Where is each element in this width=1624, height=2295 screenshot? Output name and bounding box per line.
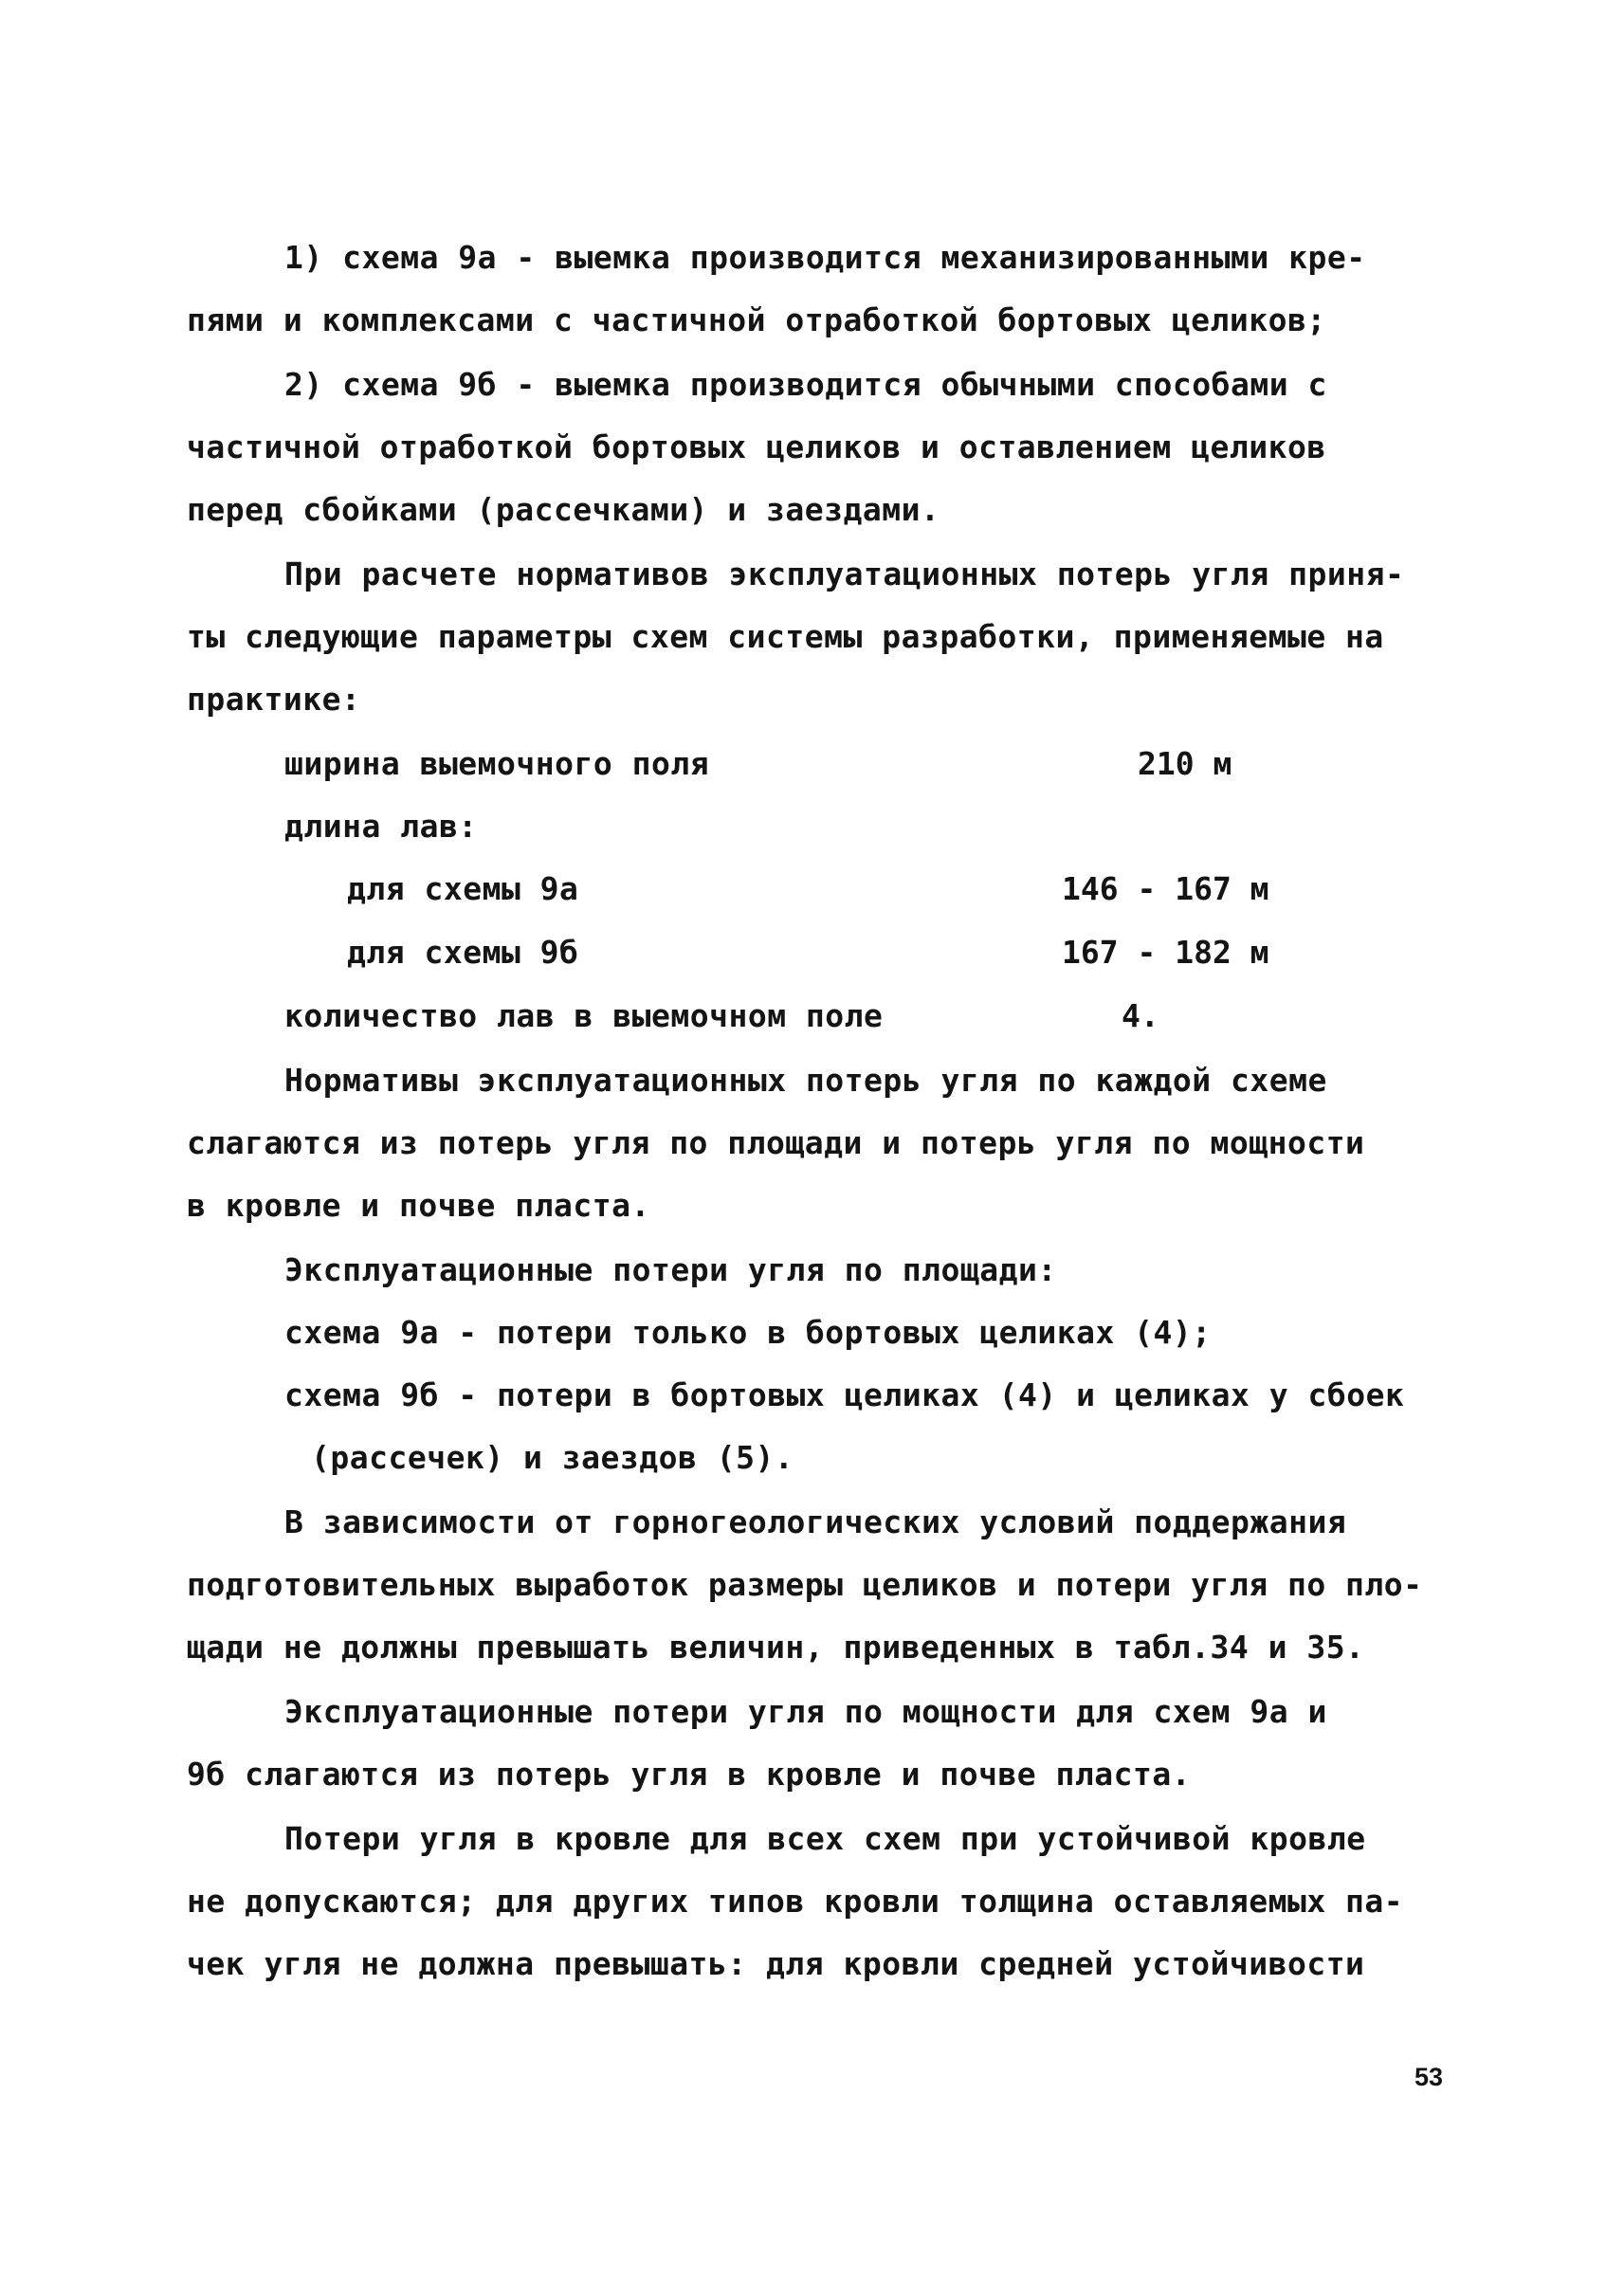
text-line: схема 9б - потери в бортовых целиках (4) и целиках у сбоек (284, 1376, 1405, 1413)
param-label-scheme-b: для схемы 9б (347, 934, 579, 971)
text-line: При расчете нормативов эксплуатационных потерь угля приня- (284, 556, 1405, 592)
text-line: подготовительных выработок размеры целиков и потери угля по пло- (187, 1566, 1423, 1603)
param-value-width: 210 м (1138, 745, 1232, 782)
text-line: пями и комплексами с частичной отработкой бортовых целиков; (187, 301, 1326, 338)
param-value-scheme-b: 167 - 182 м (1062, 934, 1269, 971)
text-line: 9б слагаются из потерь угля в кровле и почве пласта. (187, 1756, 1192, 1793)
text-line: не допускаются; для других типов кровли толщина оставляемых па- (187, 1883, 1404, 1920)
text-line: Нормативы эксплуатационных потерь угля по каждой схеме (284, 1062, 1327, 1099)
text-line: частичной отработкой бортовых целиков и оставлением целиков (187, 428, 1326, 465)
text-line: в кровле и почве пласта. (187, 1187, 650, 1224)
param-label-length: длина лав: (284, 808, 478, 845)
text-line: 1) схема 9а - выемка производится механизированными кре- (284, 239, 1366, 276)
param-label-width: ширина выемочного поля (284, 745, 710, 782)
text-line: Эксплуатационные потери угля по мощности для схем 9а и (284, 1693, 1327, 1730)
text-line: слагаются из потерь угля по площади и потерь угля по мощности (187, 1124, 1365, 1161)
text-line: схема 9а - потери только в бортовых целиках (4); (284, 1314, 1212, 1351)
text-line: перед сбойками (рассечками) и заездами. (187, 491, 940, 528)
text-line: 2) схема 9б - выемка производится обычными способами с (284, 366, 1327, 403)
text-line: практике: (187, 681, 361, 718)
text-line: Эксплуатационные потери угля по площади: (284, 1251, 1057, 1288)
text-line: В зависимости от горногеологических условий поддержания (284, 1503, 1347, 1540)
param-value-scheme-a: 146 - 167 м (1062, 870, 1269, 907)
text-line: (рассечек) и заездов (5). (311, 1439, 794, 1476)
text-line: ты следующие параметры схем системы разработки, применяемые на (187, 618, 1384, 655)
text-line: щади не должны превышать величин, приведенных в табл.34 и 35. (187, 1629, 1365, 1666)
text-line: чек угля не должна превышать: для кровли средней устойчивости (187, 1945, 1365, 1982)
param-value-count: 4. (1122, 997, 1159, 1034)
param-label-count: количество лав в выемочном поле (284, 997, 884, 1034)
page-number: 53 (1414, 2063, 1444, 2091)
text-line: Потери угля в кровле для всех схем при устойчивой кровле (284, 1820, 1366, 1857)
param-label-scheme-a: для схемы 9а (347, 870, 579, 907)
